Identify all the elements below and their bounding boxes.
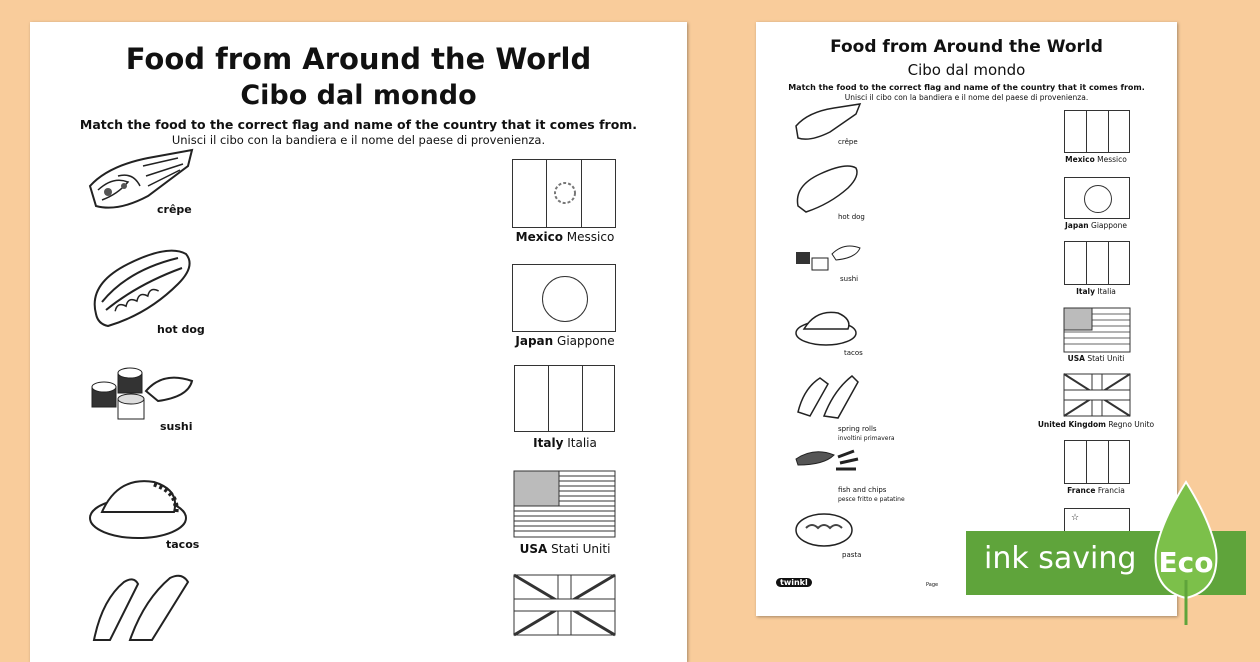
small-instruction-italian: Unisci il cibo con la bandiera e il nome del paese di provenienza. — [844, 93, 1089, 102]
flag-usa — [514, 471, 615, 537]
small-food-label-crepe: crêpe — [838, 138, 858, 146]
flag-italy — [514, 365, 615, 432]
small-food-label-spring-rolls-it: involtini primavera — [838, 435, 895, 442]
small-pasta-illustration — [794, 510, 864, 550]
small-food-label-tacos: tacos — [844, 349, 863, 357]
flag-japan — [512, 264, 616, 332]
flag-uk — [514, 575, 615, 635]
ink-saving-text: ink saving — [984, 541, 1137, 576]
star-icon: ☆ — [1071, 513, 1080, 523]
page-title: Food from Around the World — [125, 42, 592, 76]
country-it: Stati Uniti — [1087, 354, 1125, 363]
small-flag-usa — [1064, 308, 1130, 352]
country-en: Mexico — [1065, 155, 1095, 164]
sushi-illustration — [88, 367, 198, 427]
instruction-english: Match the food to the correct flag and name of the country that it comes from. — [79, 117, 638, 132]
small-country-label-japan — [1036, 221, 1156, 230]
country-en: USA — [1067, 354, 1085, 363]
small-flag-uk — [1064, 374, 1130, 416]
small-country-label-usa — [1036, 354, 1156, 363]
mexico-emblem-icon — [550, 178, 580, 208]
small-food-label-pasta: pasta — [842, 551, 862, 559]
country-label-usa — [490, 542, 640, 556]
small-food-label-spring-rolls: spring rolls — [838, 425, 877, 433]
small-flag-france — [1064, 440, 1130, 484]
small-food-label-fish-and-chips-it: pesce fritto e patatine — [838, 496, 905, 503]
small-flag-japan — [1064, 177, 1130, 219]
small-food-label-sushi: sushi — [840, 275, 859, 283]
page-footer: Page — [926, 582, 939, 588]
small-country-label-italy — [1036, 287, 1156, 296]
hot-dog-illustration — [88, 244, 198, 329]
country-it: Regno Unito — [1108, 420, 1155, 429]
small-country-label-mexico — [1036, 155, 1156, 164]
small-spring-rolls-illustration — [794, 372, 864, 422]
food-label-sushi: sushi — [160, 420, 193, 433]
small-flag-italy — [1064, 241, 1130, 285]
twinkl-logo: twinkl — [776, 578, 812, 587]
small-country-label-uk — [1026, 420, 1166, 429]
country-en: Japan — [1065, 221, 1089, 230]
country-label-italy — [500, 436, 630, 450]
country-it: Italia — [567, 436, 597, 450]
country-en: USA — [519, 542, 548, 556]
country-it: Messico — [566, 230, 615, 244]
food-label-hot-dog: hot dog — [157, 323, 205, 336]
page-subtitle: Cibo dal mondo — [240, 80, 477, 111]
country-en: France — [1067, 486, 1096, 495]
instruction-italian: Unisci il cibo con la bandiera e il nome del paese di provenienza. — [171, 133, 546, 147]
worksheet-preview-large — [30, 22, 687, 662]
small-page-subtitle: Cibo dal mondo — [907, 61, 1026, 79]
small-country-label-france — [1036, 486, 1156, 495]
country-label-mexico — [500, 230, 630, 244]
small-page-title: Food from Around the World — [830, 37, 1103, 57]
country-it: Francia — [1097, 486, 1125, 495]
small-fish-and-chips-illustration — [794, 447, 864, 477]
small-flag-mexico — [1064, 110, 1130, 153]
country-label-japan — [495, 334, 635, 348]
country-it: Messico — [1097, 155, 1127, 164]
country-en: Italy — [533, 436, 564, 450]
country-it: Italia — [1097, 287, 1116, 296]
food-label-crepe: crêpe — [157, 203, 192, 216]
small-instruction-english: Match the food to the correct flag and name of the country that it comes from. — [788, 83, 1145, 92]
small-hot-dog-illustration — [794, 162, 864, 212]
small-crepe-illustration — [794, 102, 864, 142]
country-en: Italy — [1076, 287, 1095, 296]
country-it: Giappone — [1091, 221, 1127, 230]
small-sushi-illustration — [794, 242, 864, 277]
country-it: Giappone — [557, 334, 615, 348]
country-en: Mexico — [515, 230, 563, 244]
eco-label: Eco — [1158, 546, 1214, 579]
worksheet-preview-small — [756, 22, 1177, 616]
flag-mexico — [512, 159, 616, 228]
tacos-illustration — [88, 472, 198, 542]
country-it: Stati Uniti — [551, 542, 611, 556]
country-en: United Kingdom — [1037, 420, 1106, 429]
small-food-label-hot-dog: hot dog — [838, 213, 865, 221]
country-en: Japan — [515, 334, 554, 348]
food-label-tacos: tacos — [166, 538, 200, 551]
small-tacos-illustration — [794, 307, 864, 347]
eco-drop-icon — [1150, 480, 1222, 625]
small-food-label-fish-and-chips: fish and chips — [838, 486, 887, 494]
